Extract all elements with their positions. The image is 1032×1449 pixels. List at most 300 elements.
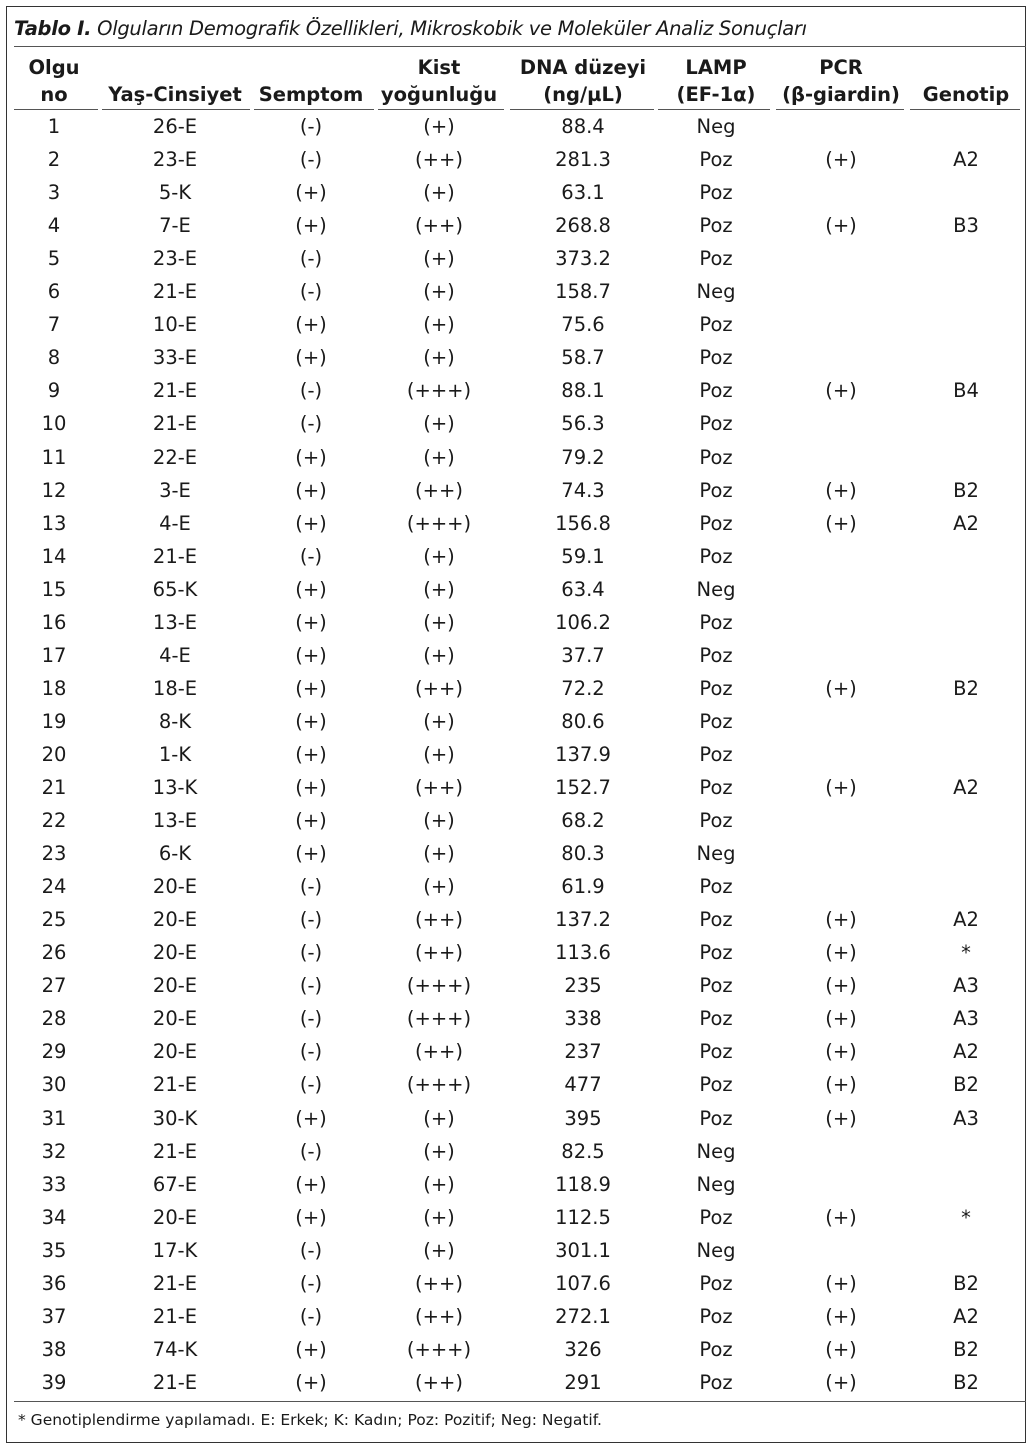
cell-dna-duzeyi: 395: [564, 1106, 602, 1130]
table-row: [0, 1135, 1032, 1168]
header-semptom-line2: Semptom: [258, 83, 364, 106]
cell-dna-duzeyi: 281.3: [555, 148, 611, 172]
cell-lamp: Neg: [696, 577, 736, 601]
cell-genotip: B2: [953, 676, 979, 700]
cell-lamp: Poz: [699, 1106, 733, 1130]
cell-kist-yogunlugu: (+): [423, 412, 455, 436]
cell-pcr: (+): [825, 1304, 857, 1328]
cell-yas-cinsiyet: 4-E: [159, 511, 191, 535]
cell-yas-cinsiyet: 21-E: [152, 1304, 198, 1328]
cell-olgu-no: 24: [41, 875, 67, 899]
cell-yas-cinsiyet: 21-E: [152, 544, 198, 568]
cell-dna-duzeyi: 61.9: [561, 875, 605, 899]
cell-genotip: A3: [953, 974, 979, 998]
cell-semptom: (-): [299, 544, 323, 568]
cell-yas-cinsiyet: 10-E: [152, 313, 198, 337]
cell-kist-yogunlugu: (+++): [406, 1073, 472, 1097]
cell-kist-yogunlugu: (++): [415, 1271, 463, 1295]
cell-kist-yogunlugu: (+): [423, 742, 455, 766]
cell-dna-duzeyi: 74.3: [561, 478, 605, 502]
cell-dna-duzeyi: 88.4: [561, 115, 605, 138]
cell-semptom: (+): [295, 742, 327, 766]
table-row: [0, 1333, 1032, 1366]
header-dna-duzeyi-line1: DNA düzeyi: [519, 56, 647, 79]
cell-semptom: (+): [295, 346, 327, 370]
cell-olgu-no: 37: [41, 1304, 67, 1328]
cell-kist-yogunlugu: (+): [423, 1139, 455, 1163]
cell-dna-duzeyi: 63.1: [561, 181, 605, 205]
cell-pcr: [776, 540, 906, 573]
cell-yas-cinsiyet: 21-E: [152, 1139, 198, 1163]
header-pcr-line1: PCR: [819, 56, 863, 79]
cell-semptom: (-): [299, 1304, 323, 1328]
cell-olgu-no: 17: [41, 643, 67, 667]
cell-lamp: Poz: [699, 676, 733, 700]
cell-dna-duzeyi: 37.7: [561, 643, 605, 667]
cell-dna-duzeyi: 338: [564, 1007, 602, 1031]
cell-lamp: Poz: [699, 346, 733, 370]
header-dna-duzeyi: [508, 52, 658, 110]
cell-lamp: Neg: [696, 1172, 736, 1196]
cell-semptom: (+): [295, 1370, 327, 1394]
cell-semptom: (-): [299, 941, 323, 965]
cell-pcr: (+): [825, 1073, 857, 1097]
cell-kist-yogunlugu: (+++): [406, 511, 472, 535]
cell-dna-duzeyi: 118.9: [555, 1172, 611, 1196]
cell-olgu-no: 28: [41, 1007, 67, 1031]
cell-genotip: B2: [953, 1337, 979, 1361]
table-row: [0, 242, 1032, 275]
table-row: [0, 308, 1032, 341]
cell-kist-yogunlugu: (+): [423, 115, 455, 138]
cell-genotip: A2: [953, 776, 979, 799]
cell-dna-duzeyi: 82.5: [561, 1139, 605, 1163]
cell-yas-cinsiyet: 20-E: [152, 1040, 198, 1064]
cell-olgu-no: 11: [41, 445, 67, 469]
cell-lamp: Poz: [699, 478, 733, 502]
cell-kist-yogunlugu: (+): [423, 842, 455, 866]
cell-kist-yogunlugu: (+): [423, 280, 455, 304]
cell-dna-duzeyi: 88.1: [561, 379, 605, 403]
cell-dna-duzeyi: 80.3: [561, 842, 605, 866]
cell-olgu-no: 13: [41, 511, 67, 535]
table-row: [0, 540, 1032, 573]
table-row: [0, 176, 1032, 209]
cell-dna-duzeyi: 112.5: [555, 1205, 611, 1229]
cell-genotip: [911, 870, 1021, 903]
cell-semptom: (+): [295, 1337, 327, 1361]
cell-genotip: A2: [953, 908, 979, 932]
cell-olgu-no: 19: [41, 709, 67, 733]
cell-semptom: (+): [295, 445, 327, 469]
cell-pcr: (+): [825, 1337, 857, 1361]
cell-olgu-no: 23: [41, 842, 67, 866]
cell-lamp: Poz: [699, 643, 733, 667]
table-row: [0, 209, 1032, 242]
cell-lamp: Poz: [699, 1073, 733, 1097]
cell-pcr: [776, 804, 906, 837]
cell-semptom: (+): [295, 809, 327, 833]
cell-kist-yogunlugu: (+++): [406, 379, 472, 403]
cell-semptom: (-): [299, 412, 323, 436]
cell-dna-duzeyi: 326: [564, 1337, 602, 1361]
cell-dna-duzeyi: 272.1: [555, 1304, 611, 1328]
cell-dna-duzeyi: 156.8: [555, 511, 611, 535]
cell-yas-cinsiyet: 23-E: [152, 247, 198, 271]
cell-kist-yogunlugu: (+): [423, 445, 455, 469]
cell-kist-yogunlugu: (++): [415, 478, 463, 502]
table-row: [0, 672, 1032, 705]
table-row: [0, 275, 1032, 308]
cell-olgu-no: 5: [47, 247, 61, 271]
table-title: [14, 14, 1018, 44]
header-olgu-no: [14, 52, 94, 110]
header-semptom-line1: [251, 54, 371, 81]
header-lamp-line2: (EF-1α): [676, 83, 756, 106]
header-pcr-line2: (β-giardin): [782, 83, 900, 106]
cell-genotip: [911, 837, 1021, 870]
cell-genotip: [911, 441, 1021, 474]
cell-yas-cinsiyet: 13-K: [152, 776, 198, 799]
cell-pcr: (+): [825, 1106, 857, 1130]
table-row: [0, 573, 1032, 606]
cell-pcr: [776, 242, 906, 275]
cell-olgu-no: 16: [41, 610, 67, 634]
table-row: [0, 969, 1032, 1002]
cell-pcr: [776, 738, 906, 771]
header-yas-cinsiyet-line1: [100, 54, 250, 81]
cell-lamp: Neg: [696, 280, 736, 304]
cell-dna-duzeyi: 80.6: [561, 709, 605, 733]
cell-kist-yogunlugu: (+++): [406, 1337, 472, 1361]
cell-semptom: (+): [295, 1106, 327, 1130]
cell-yas-cinsiyet: 3-E: [159, 478, 191, 502]
cell-dna-duzeyi: 106.2: [555, 610, 611, 634]
cell-genotip: A2: [953, 1040, 979, 1064]
cell-kist-yogunlugu: (+): [423, 577, 455, 601]
header-kist-yogunlugu: [376, 52, 502, 110]
cell-dna-duzeyi: 107.6: [555, 1271, 611, 1295]
cell-yas-cinsiyet: 20-E: [152, 1007, 198, 1031]
table-row: [0, 606, 1032, 639]
cell-olgu-no: 34: [41, 1205, 67, 1229]
table-row: [0, 143, 1032, 176]
table-row: [0, 1201, 1032, 1234]
table-row: [0, 110, 1032, 143]
cell-yas-cinsiyet: 4-E: [159, 643, 191, 667]
cell-lamp: Poz: [699, 1271, 733, 1295]
table-row: [0, 1366, 1032, 1399]
cell-yas-cinsiyet: 26-E: [152, 115, 198, 138]
header-lamp: [661, 52, 771, 110]
cell-kist-yogunlugu: (+): [423, 809, 455, 833]
header-lamp-line1: LAMP: [685, 56, 747, 79]
table-row: [0, 804, 1032, 837]
cell-semptom: (+): [295, 181, 327, 205]
cell-genotip: B2: [953, 1073, 979, 1097]
cell-semptom: (-): [299, 1139, 323, 1163]
cell-kist-yogunlugu: (+): [423, 1106, 455, 1130]
cell-pcr: (+): [825, 148, 857, 172]
cell-semptom: (-): [299, 875, 323, 899]
cell-lamp: Poz: [699, 908, 733, 932]
cell-semptom: (-): [299, 1073, 323, 1097]
cell-dna-duzeyi: 268.8: [555, 214, 611, 238]
cell-lamp: Poz: [699, 181, 733, 205]
cell-olgu-no: 6: [47, 280, 61, 304]
cell-semptom: (+): [295, 676, 327, 700]
title-divider: [14, 46, 1026, 47]
cell-genotip: [911, 341, 1021, 374]
cell-pcr: [776, 407, 906, 440]
table-row: [0, 341, 1032, 374]
cell-kist-yogunlugu: (+): [423, 247, 455, 271]
cell-lamp: Poz: [699, 1205, 733, 1229]
cell-pcr: (+): [825, 478, 857, 502]
table-row: [0, 1168, 1032, 1201]
table-title-text: Olguların Demografik Özellikleri, Mikroskobik ve Moleküler Analiz Sonuçları: [97, 17, 807, 40]
cell-kist-yogunlugu: (++): [415, 1040, 463, 1064]
cell-olgu-no: 27: [41, 974, 67, 998]
cell-semptom: (+): [295, 577, 327, 601]
cell-lamp: Poz: [699, 1370, 733, 1394]
cell-lamp: Poz: [699, 776, 733, 799]
cell-kist-yogunlugu: (++): [415, 148, 463, 172]
cell-lamp: Neg: [696, 1139, 736, 1163]
header-olgu-no-line2: no: [40, 83, 68, 106]
cell-kist-yogunlugu: (+): [423, 313, 455, 337]
cell-lamp: Poz: [699, 511, 733, 535]
cell-genotip: *: [961, 1205, 971, 1229]
cell-yas-cinsiyet: 18-E: [152, 676, 198, 700]
cell-pcr: (+): [825, 908, 857, 932]
cell-lamp: Poz: [699, 1007, 733, 1031]
cell-genotip: [911, 407, 1021, 440]
cell-pcr: (+): [825, 1370, 857, 1394]
cell-yas-cinsiyet: 6-K: [158, 842, 192, 866]
cell-genotip: [911, 738, 1021, 771]
cell-kist-yogunlugu: (+): [423, 1205, 455, 1229]
cell-yas-cinsiyet: 13-E: [152, 809, 198, 833]
cell-yas-cinsiyet: 67-E: [152, 1172, 198, 1196]
table-title-label: Tablo I.: [14, 17, 92, 40]
cell-yas-cinsiyet: 1-K: [158, 742, 192, 766]
cell-lamp: Neg: [696, 842, 736, 866]
cell-lamp: Poz: [699, 313, 733, 337]
cell-semptom: (-): [299, 908, 323, 932]
cell-genotip: B3: [953, 214, 979, 238]
cell-genotip: A2: [953, 511, 979, 535]
cell-semptom: (-): [299, 148, 323, 172]
cell-kist-yogunlugu: (+): [423, 544, 455, 568]
table-row: [0, 771, 1032, 804]
cell-semptom: (+): [295, 643, 327, 667]
cell-yas-cinsiyet: 21-E: [152, 1073, 198, 1097]
cell-dna-duzeyi: 56.3: [561, 412, 605, 436]
cell-olgu-no: 7: [47, 313, 61, 337]
cell-pcr: [776, 1234, 906, 1267]
cell-genotip: B2: [953, 1271, 979, 1295]
cell-olgu-no: 10: [41, 412, 67, 436]
cell-lamp: Poz: [699, 445, 733, 469]
cell-semptom: (-): [299, 1040, 323, 1064]
cell-dna-duzeyi: 137.2: [555, 908, 611, 932]
table-row: [0, 507, 1032, 540]
cell-genotip: [911, 639, 1021, 672]
cell-lamp: Poz: [699, 412, 733, 436]
cell-dna-duzeyi: 137.9: [555, 742, 611, 766]
cell-dna-duzeyi: 72.2: [561, 676, 605, 700]
cell-yas-cinsiyet: 8-K: [158, 709, 192, 733]
cell-kist-yogunlugu: (++): [415, 941, 463, 965]
cell-kist-yogunlugu: (++): [415, 676, 463, 700]
cell-dna-duzeyi: 59.1: [561, 544, 605, 568]
cell-pcr: [776, 837, 906, 870]
table-row: [0, 1068, 1032, 1101]
cell-olgu-no: 25: [41, 908, 67, 932]
cell-semptom: (-): [299, 280, 323, 304]
cell-semptom: (+): [295, 610, 327, 634]
cell-yas-cinsiyet: 13-E: [152, 610, 198, 634]
cell-pcr: [776, 705, 906, 738]
cell-olgu-no: 31: [41, 1106, 67, 1130]
cell-genotip: [911, 804, 1021, 837]
cell-lamp: Neg: [696, 1238, 736, 1262]
cell-lamp: Poz: [699, 379, 733, 403]
cell-olgu-no: 12: [41, 478, 67, 502]
table-row: [0, 1102, 1032, 1135]
cell-kist-yogunlugu: (++): [415, 908, 463, 932]
cell-lamp: Poz: [699, 875, 733, 899]
cell-yas-cinsiyet: 21-E: [152, 1271, 198, 1295]
cell-yas-cinsiyet: 22-E: [152, 445, 198, 469]
cell-lamp: Poz: [699, 709, 733, 733]
cell-yas-cinsiyet: 17-K: [152, 1238, 198, 1262]
cell-kist-yogunlugu: (+): [423, 346, 455, 370]
table-row: [0, 374, 1032, 407]
cell-olgu-no: 22: [41, 809, 67, 833]
cell-genotip: B2: [953, 478, 979, 502]
cell-pcr: [776, 1135, 906, 1168]
cell-yas-cinsiyet: 21-E: [152, 280, 198, 304]
cell-kist-yogunlugu: (+): [423, 181, 455, 205]
cell-yas-cinsiyet: 21-E: [152, 412, 198, 436]
table-row: [0, 1234, 1032, 1267]
cell-dna-duzeyi: 79.2: [561, 445, 605, 469]
cell-olgu-no: 4: [47, 214, 61, 238]
cell-pcr: (+): [825, 1205, 857, 1229]
cell-dna-duzeyi: 158.7: [555, 280, 611, 304]
cell-semptom: (+): [295, 214, 327, 238]
cell-genotip: [911, 242, 1021, 275]
cell-lamp: Poz: [699, 1337, 733, 1361]
table-row: [0, 936, 1032, 969]
cell-olgu-no: 32: [41, 1139, 67, 1163]
cell-yas-cinsiyet: 20-E: [152, 941, 198, 965]
cell-semptom: (-): [299, 974, 323, 998]
table-row: [0, 705, 1032, 738]
cell-lamp: Poz: [699, 247, 733, 271]
cell-semptom: (+): [295, 1172, 327, 1196]
cell-dna-duzeyi: 291: [564, 1370, 602, 1394]
header-genotip-line2: Genotip: [922, 83, 1010, 106]
cell-kist-yogunlugu: (+): [423, 875, 455, 899]
cell-lamp: Neg: [696, 115, 736, 138]
cell-dna-duzeyi: 58.7: [561, 346, 605, 370]
header-yas-cinsiyet: [100, 52, 250, 110]
cell-lamp: Poz: [699, 544, 733, 568]
cell-semptom: (+): [295, 511, 327, 535]
cell-kist-yogunlugu: (++): [415, 1304, 463, 1328]
header-pcr: [776, 52, 906, 110]
cell-semptom: (+): [295, 313, 327, 337]
header-dna-duzeyi-line2: (ng/µL): [543, 83, 623, 106]
cell-dna-duzeyi: 152.7: [555, 776, 611, 799]
cell-pcr: (+): [825, 974, 857, 998]
cell-dna-duzeyi: 373.2: [555, 247, 611, 271]
table-row: [0, 738, 1032, 771]
cell-lamp: Poz: [699, 974, 733, 998]
cell-dna-duzeyi: 477: [564, 1073, 602, 1097]
cell-lamp: Poz: [699, 148, 733, 172]
cell-pcr: [776, 606, 906, 639]
cell-genotip: A3: [953, 1106, 979, 1130]
cell-genotip: [911, 1234, 1021, 1267]
cell-semptom: (-): [299, 247, 323, 271]
cell-genotip: [911, 110, 1021, 143]
cell-pcr: [776, 110, 906, 143]
header-genotip-line1: [911, 54, 1021, 81]
cell-olgu-no: 30: [41, 1073, 67, 1097]
cell-yas-cinsiyet: 5-K: [158, 181, 192, 205]
cell-yas-cinsiyet: 20-E: [152, 1205, 198, 1229]
cell-olgu-no: 29: [41, 1040, 67, 1064]
cell-pcr: (+): [825, 511, 857, 535]
cell-kist-yogunlugu: (+): [423, 610, 455, 634]
cell-pcr: [776, 639, 906, 672]
cell-pcr: [776, 308, 906, 341]
cell-genotip: A2: [953, 1304, 979, 1328]
cell-olgu-no: 26: [41, 941, 67, 965]
cell-pcr: (+): [825, 676, 857, 700]
cell-semptom: (-): [299, 1238, 323, 1262]
cell-genotip: A2: [953, 148, 979, 172]
cell-lamp: Poz: [699, 809, 733, 833]
cell-olgu-no: 1: [47, 115, 61, 138]
table-row: [0, 837, 1032, 870]
cell-kist-yogunlugu: (+): [423, 1172, 455, 1196]
table-row: [0, 407, 1032, 440]
table-row: [0, 1035, 1032, 1068]
header-genotip: [911, 52, 1021, 110]
cell-yas-cinsiyet: 30-K: [152, 1106, 198, 1130]
cell-pcr: [776, 176, 906, 209]
cell-genotip: [911, 705, 1021, 738]
cell-olgu-no: 33: [41, 1172, 67, 1196]
cell-semptom: (-): [299, 379, 323, 403]
cell-kist-yogunlugu: (++): [415, 1370, 463, 1394]
cell-yas-cinsiyet: 20-E: [152, 908, 198, 932]
cell-semptom: (+): [295, 776, 327, 799]
cell-pcr: [776, 870, 906, 903]
cell-olgu-no: 20: [41, 742, 67, 766]
table-footnote: * Genotiplendirme yapılamadı. E: Erkek; K: Kadın; Poz: Pozitif; Neg: Negatif.: [18, 1411, 602, 1429]
cell-dna-duzeyi: 113.6: [555, 941, 611, 965]
table-row: [0, 1002, 1032, 1035]
cell-semptom: (+): [295, 478, 327, 502]
table-row: [0, 441, 1032, 474]
footer-divider: [14, 1401, 1026, 1402]
